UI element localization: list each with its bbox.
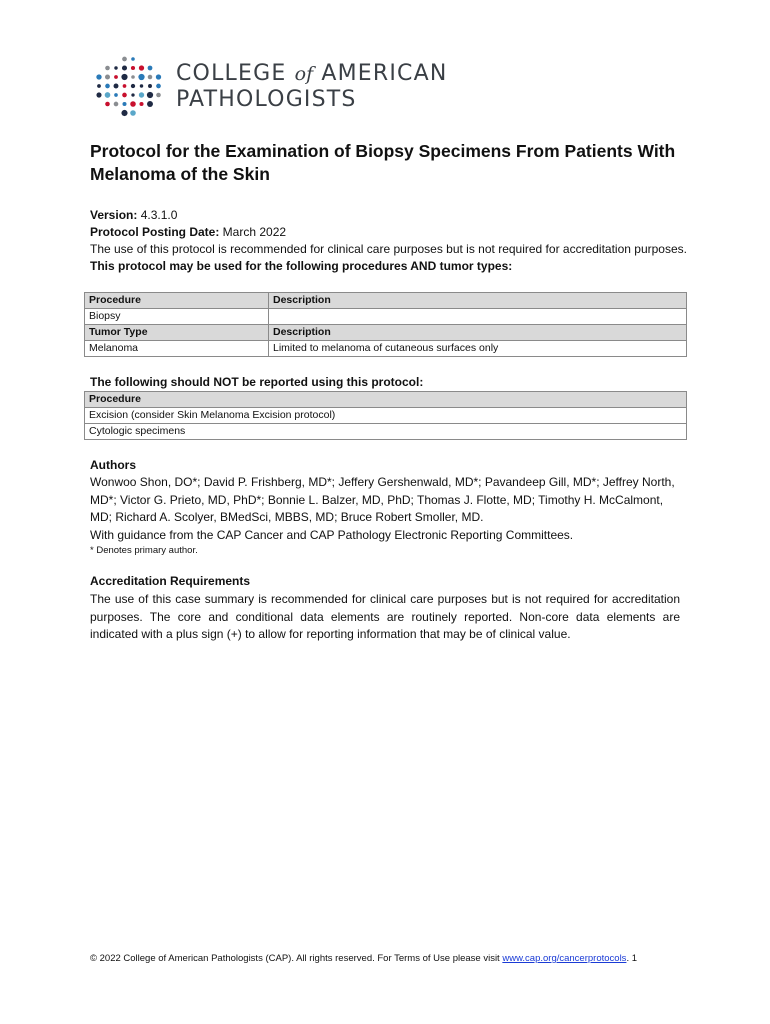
guidance-text: With guidance from the CAP Cancer and CAP Pathology Electronic Reporting Committees. [90, 527, 574, 542]
authors-heading: Authors [90, 458, 136, 472]
recommendation-text: The use of this protocol is recommended for clinical care purposes but is not required for accreditation purposes. [90, 242, 687, 256]
logo-wordmark: COLLEGE of AMERICAN PATHOLOGISTS [176, 61, 448, 112]
copyright-text: © 2022 College of American Pathologists (CAP). All rights reserved. For Terms of Use please visit [90, 953, 503, 964]
table-row: Biopsy [85, 309, 687, 325]
page-title: Protocol for the Examination of Biopsy Specimens From Patients With Melanoma of the Skin [90, 141, 676, 184]
cancer-protocols-link[interactable]: www.cap.org/cancerprotocols [502, 953, 627, 964]
accreditation-heading: Accreditation Requirements [90, 574, 251, 588]
posting-date-line: Protocol Posting Date: March 2022 [90, 225, 287, 239]
table-header-row: Procedure Description [85, 293, 687, 309]
procedures-table [84, 292, 687, 357]
table-row: Cytologic specimens [85, 424, 687, 440]
not-reported-table [84, 391, 687, 440]
not-reported-heading: The following should NOT be reported using this protocol: [90, 375, 424, 389]
table-header-row: Procedure [85, 392, 687, 408]
version-line: Version: 4.3.1.0 [90, 208, 178, 222]
protocol-meta [90, 207, 690, 275]
authors-list: Wonwoo Shon, DO*; David P. Frishberg, MD*; Jeffery Gershenwald, MD*; Pavandeep Gill, MD*; Jeffrey North, MD*; Victor G. Prieto, MD, PhD*; Bonnie L. Balzer, MD, PhD; Thomas J. Flotte, MD; Timothy H. McCalmont, MD; Richard A. Scolyer, BMedSci, MBBS, MD; Bruce Robert Smoller, MD. [90, 475, 675, 524]
cap-logo-dots-icon [94, 55, 164, 119]
cap-logo [94, 55, 474, 123]
procedures-heading: This protocol may be used for the following procedures AND tumor types: [90, 259, 513, 273]
accreditation-text: The use of this case summary is recommended for clinical care purposes but is not required for accreditation purposes. The core and conditional data elements are routinely reported. Non-core data elements are indicated with a plus sign (+) to allow for reporting information that may be of clinical value. [90, 592, 680, 641]
table-header-row: Tumor Type Description [85, 325, 687, 341]
table-row: Excision (consider Skin Melanoma Excision protocol) [85, 408, 687, 424]
page-number: . 1 [626, 953, 637, 964]
page-footer [90, 953, 690, 964]
table-row: Melanoma Limited to melanoma of cutaneous surfaces only [85, 341, 687, 357]
authors-section [90, 474, 680, 558]
primary-author-footnote: * Denotes primary author. [90, 545, 198, 556]
